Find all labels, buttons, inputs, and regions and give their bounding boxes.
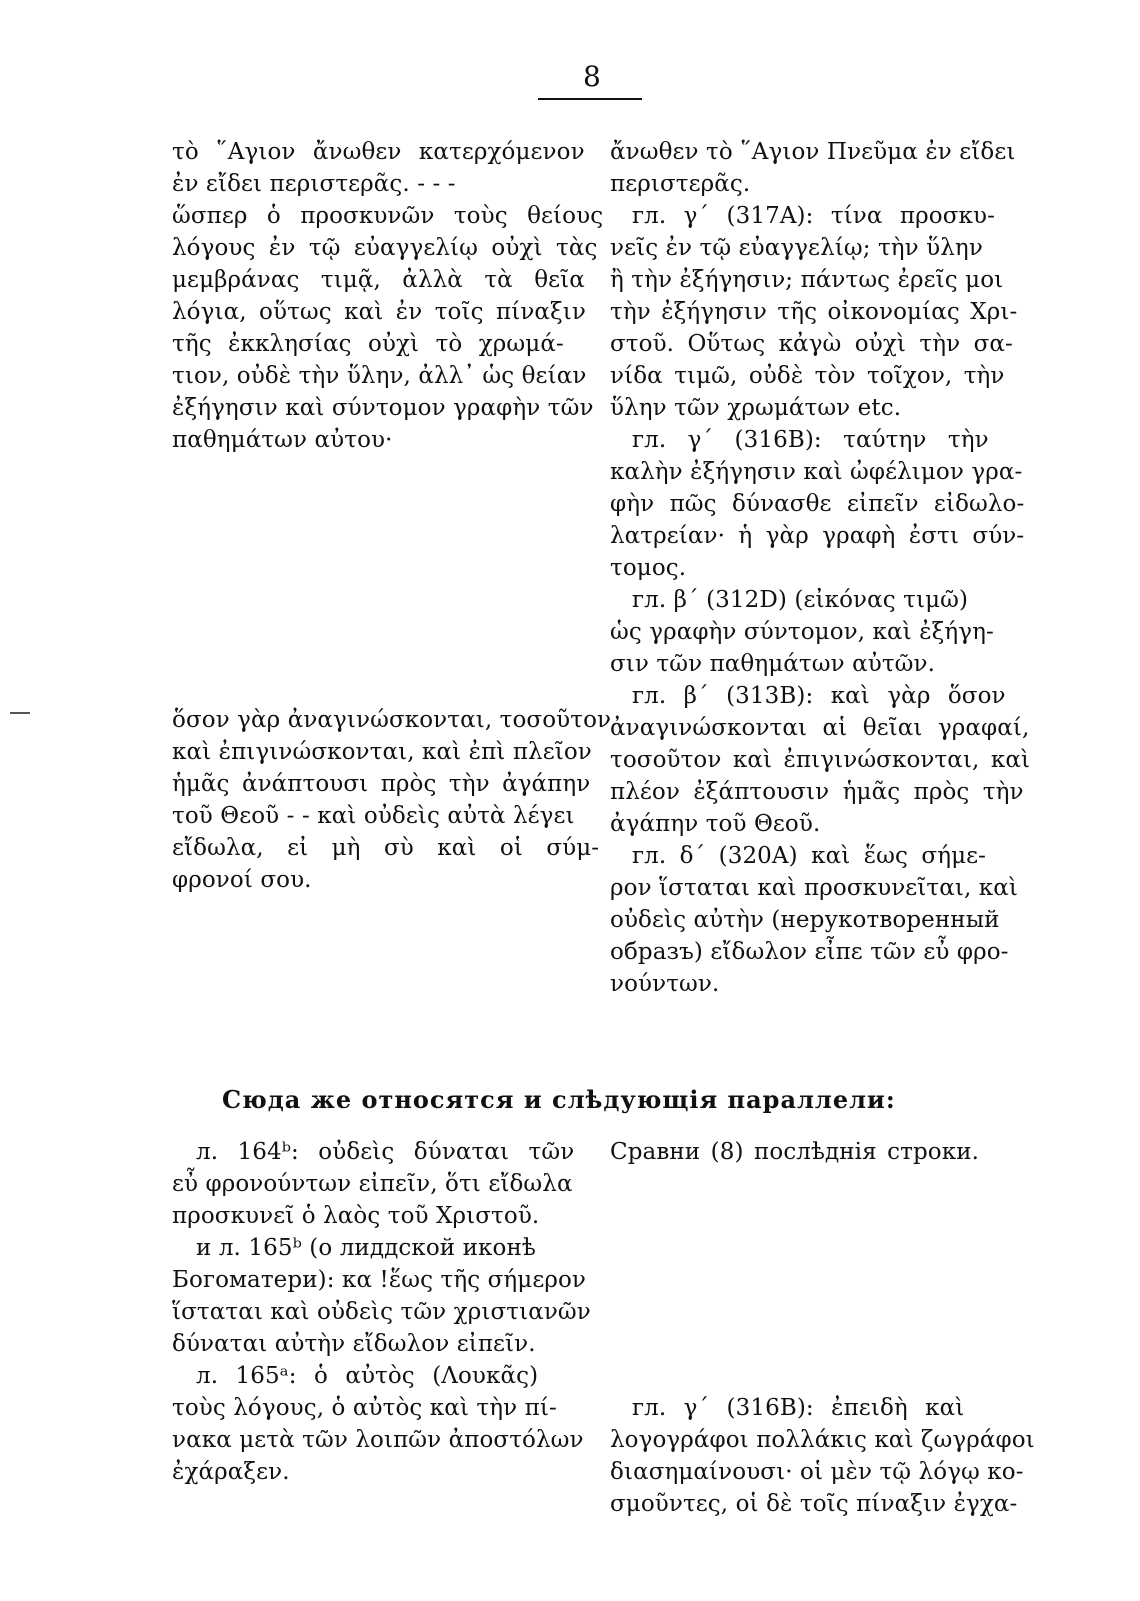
text-line: τοὺς λόγους, ὁ αὐτὸς καὶ τὴν πί- (172, 1395, 557, 1421)
text-line: ὅσον γὰρ ἀναγινώσκονται, τοσοῦτον (172, 707, 612, 733)
text-line: гл. γ΄ (316B): ἐπειδὴ καὶ (632, 1395, 965, 1421)
lower-right-bottom (610, 1392, 1035, 1520)
text-line: Богоматери): κα !ἕως τῆς σήμερον (172, 1267, 587, 1293)
text-line: ρον ἵσταται καὶ προσκυνεῖται, καὶ (610, 875, 1019, 901)
text-line: νούντων. (610, 971, 720, 997)
text-line: στοῦ. Οὕτως κἀγὼ οὐχὶ τὴν σα- (610, 331, 1013, 357)
text-line: λατρείαν· ἡ γὰρ γραφὴ ἐστι σύν- (610, 523, 1025, 549)
text-line: ἵσταται καὶ οὐδεὶς τῶν χριστιανῶν (172, 1299, 591, 1325)
text-line: ἐξήγησιν καὶ σύντομον γραφὴν τῶν (172, 395, 594, 421)
text-line: л. 164ᵇ: οὐδεὶς δύναται τῶν (196, 1139, 575, 1165)
text-line: ἡμᾶς ἀνάπτουσι πρὸς τὴν ἀγάπην (172, 771, 591, 797)
text-line: ἄνωθεν τὸ ῞Αγιον Πνεῦμα ἐν εἴδει (610, 139, 1016, 165)
text-line: ἀγάπην τοῦ Θεοῦ. (610, 811, 821, 837)
text-line: л. 165ᵃ: ὁ αὐτὸς (Λουκᾶς) (196, 1363, 539, 1389)
margin-mark (10, 712, 30, 714)
text-line: λόγια, οὕτως καὶ ἐν τοῖς πίναξιν (172, 299, 587, 325)
text-line: τοσοῦτον καὶ ἐπιγινώσκονται, καὶ (610, 747, 1031, 773)
text-line: περιστερᾶς. (610, 171, 751, 197)
text-line: τὸ ῞Αγιον ἄνωθεν κατερχόμενον (172, 139, 585, 165)
text-line: ὥσπερ ὁ προσκυνῶν τοὺς θείους (172, 203, 604, 229)
text-line: λογογράφοι πολλάκις καὶ ζωγράφοι (610, 1427, 1035, 1453)
text-line: φρονοί σου. (172, 867, 312, 893)
text-line: εὖ φρονούντων εἰπεῖν, ὅτι εἴδωλα (172, 1171, 573, 1197)
text-line: гл. γ΄ (316B): ταύτην τὴν (632, 427, 989, 453)
text-line: τὴν ἐξήγησιν τῆς οἰκονομίας Χρι- (610, 299, 1018, 325)
text-line: καὶ ἐπιγινώσκονται, καὶ ἐπὶ πλεῖον (172, 739, 592, 765)
text-line: гл. β΄ (312D) (εἰκόνας τιμῶ) (632, 587, 969, 613)
text-line: πλέον ἐξάπτουσιν ἡμᾶς πρὸς τὴν (610, 779, 1024, 805)
lower-left-column (172, 1136, 591, 1488)
text-line: μεμβράνας τιμᾷ, ἀλλὰ τὰ θεῖα (172, 267, 585, 293)
text-line: νίδα τιμῶ, οὐδὲ τὸν τοῖχον, τὴν (610, 363, 1005, 389)
upper-right-column (610, 136, 1030, 1000)
text-line: οὐδεὶς αὐτὴν (нерукотворенный (610, 907, 1000, 933)
text-line: τομος. (610, 555, 687, 581)
section-heading: Сюда же относятся и слѣдующія параллели: (222, 1085, 896, 1114)
text-line: σιν τῶν παθημάτων αὐτῶν. (610, 651, 935, 677)
page-number-rule (538, 98, 642, 100)
page-number: 8 (583, 60, 601, 93)
text-line: νεῖς ἐν τῷ εὐαγγελίῳ; τὴν ὕλην (610, 235, 983, 261)
text-line: τιον, οὐδὲ τὴν ὕλην, ἀλλ᾽ ὡς θείαν (172, 363, 587, 389)
text-line: τῆς ἐκκλησίας οὐχὶ τὸ χρωμά- (172, 331, 564, 357)
text-line: образъ) εἴδωλον εἶπε τῶν εὖ φρο- (610, 939, 1009, 965)
text-line: ἐχάραξεν. (172, 1459, 290, 1485)
lower-right-top (610, 1136, 979, 1168)
text-line: ὕλην τῶν χρωμάτων etc. (610, 395, 902, 421)
text-line: и л. 165ᵇ (о лиддской иконѣ (196, 1235, 536, 1261)
text-line: νακα μετὰ τῶν λοιπῶν ἀποστόλων (172, 1427, 584, 1453)
text-line: ἐν εἴδει περιστερᾶς. - - - (172, 171, 456, 197)
text-line: διασημαίνουσι· οἱ μὲν τῷ λόγῳ κο- (610, 1459, 1024, 1485)
text-line: гл. β΄ (313B): καὶ γὰρ ὅσον (632, 683, 1006, 709)
text-line: φὴν πῶς δύνασθε εἰπεῖν εἰδωλο- (610, 491, 1025, 517)
text-line: гл. γ΄ (317A): τίνα προσκυ- (632, 203, 995, 229)
upper-left-paragraph-1 (172, 136, 603, 456)
text-line: τοῦ Θεοῦ - - καὶ οὐδεὶς αὐτὰ λέγει (172, 803, 575, 829)
text-line: δύναται αὐτὴν εἴδωλον εἰπεῖν. (172, 1331, 536, 1357)
text-line: λόγους ἐν τῷ εὐαγγελίῳ οὐχὶ τὰς (172, 235, 598, 261)
text-line: σμοῦντες, οἱ δὲ τοῖς πίναξιν ἐγχα- (610, 1491, 1018, 1517)
text-line: εἴδωλα, εἰ μὴ σὺ καὶ οἱ σύμ- (172, 835, 600, 861)
text-line: гл. δ΄ (320A) καὶ ἕως σήμε- (632, 843, 987, 869)
text-line: ὡς γραφὴν σύντομον, καὶ ἐξήγη- (610, 619, 994, 645)
text-line: ἀναγινώσκονται αἱ θεῖαι γραφαί, (610, 715, 1030, 741)
text-line: παθημάτων αὐτου· (172, 427, 393, 453)
text-line: προσκυνεῖ ὁ λαὸς τοῦ Χριστοῦ. (172, 1203, 540, 1229)
upper-left-paragraph-2 (172, 704, 611, 896)
text-line: Сравни (8) послѣднія строки. (610, 1139, 980, 1165)
text-line: καλὴν ἐξήγησιν καὶ ὠφέλιμον γρα- (610, 459, 1023, 485)
text-line: ἢ τὴν ἐξήγησιν; πάντως ἐρεῖς μοι (610, 267, 1004, 293)
